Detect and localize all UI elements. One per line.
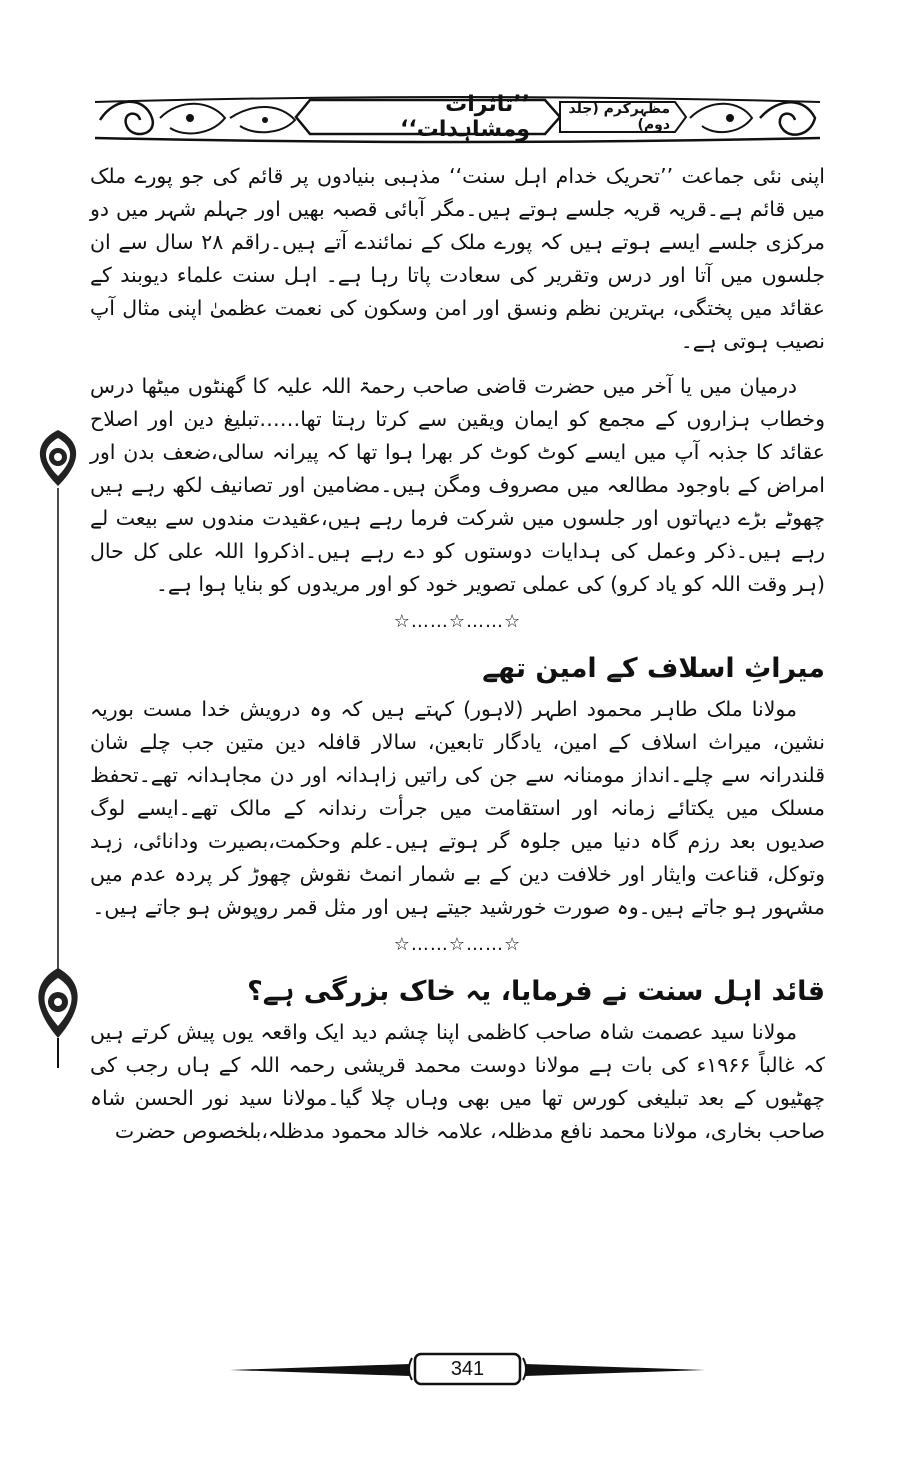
- margin-ornament: [28, 428, 88, 1083]
- bottom-ornament-medallion: [38, 968, 77, 1068]
- book-label: مظہرکرم (جلد دوم): [568, 101, 670, 133]
- top-ornament-medallion: [40, 430, 76, 486]
- section-heading-miras: میراثِ اسلاف کے امین تھے: [482, 653, 825, 684]
- intro-paragraph-2: درمیان میں یا آخر میں حضرت قاضی صاحب رحمۃ اللہ علیہ کا گھنٹوں میٹھا درس وخطاب ہزاروں کے مجمع کو ایمان ویقین سے کرتا رہتا تھا……تبلیغ دین اور اصلاح عقائد کا جذبہ آپ میں ایسے کوٹ کوٹ کر بھرا ہوا تھا کہ پیرانہ سالی،ضعف بدن اور امراض کے باوجود مطالعہ میں مصروف ومگن ہیں۔مضامین اور تصانیف لکھ رہے ہیں چھوٹے بڑے دیہاتوں اور جلسوں میں شرکت فرما رہے ہیں،عقیدت مندوں سے بیعت لے رہے ہیں۔ذکر وعمل کی ہدایات دوستوں کو دے رہے ہیں۔اذکروا اللہ علی کل حال (ہر وقت اللہ کو یاد کرو) کی عملی تصویر خود کو اور مریدوں کو بنایا ہوا ہے۔: [90, 374, 825, 596]
- page-body: [90, 160, 825, 1148]
- section-divider: ☆……☆……☆: [393, 611, 522, 632]
- miras-paragraph: مولانا ملک طاہر محمود اطہر (لاہور) کہتے ہیں کہ وہ درویش خدا مست بوریہ نشین، میراث اسلاف کے امین، یادگار تابعین، سالار قافلہ دین متین جب چلے شان قلندرانہ سے چلے۔انداز مومنانہ سے جن کی راتیں زاہدانہ اور دن مجاہدانہ تھے۔تحفظ مسلک میں یکتائے زمانہ اور استقامت میں جرأت رندانہ کے مالک تھے۔ایسے لوگ صدیوں بعد رزم گاہ دنیا میں جلوہ گر ہوتے ہیں۔علم وحکمت،بصیرت ودانائی، زہد وتوکل، قناعت وایثار اور خلافت دین کے بے شمار انمٹ نقوش چھوڑ کر پردہ عدم میں مشہور ہو جاتے ہیں۔وہ صورت خورشید جیتے ہیں اور مثل قمر روپوش ہو جاتے ہیں۔: [90, 697, 825, 919]
- page-header: [90, 88, 825, 150]
- intro-paragraph-1: اپنی نئی جماعت ’’تحریک خدام اہل سنت‘‘ مذہبی بنیادوں پر قائم کی جو پورے ملک میں قائم ہے۔قریہ قریہ جلسے ہوتے ہیں۔مگر آبائی قصبہ بھیں اور جہلم شہر میں دو مرکزی جلسے ایسے ہوتے ہیں کہ پورے ملک کے نمائندے آتے ہیں۔راقم ۲۸ سال سے ان جلسوں میں آتا اور درس وتقریر کی سعادت پاتا رہا ہے۔ اہل سنت علماء دیوبند کے عقائد میں پختگی، بہترین نظم ونسق اور امن وسکون کی نعمت عظمیٰ اپنی مثال آپ نصیب ہوتی ہے۔: [90, 164, 825, 353]
- section-divider: ☆……☆……☆: [393, 934, 522, 955]
- page-number: 341: [450, 1357, 485, 1380]
- margin-ornament-graphic: [28, 428, 88, 1083]
- page-footer: [230, 1350, 705, 1390]
- chapter-title: ’’تاثرات ومشاہدات‘‘: [400, 92, 530, 142]
- section-heading-qaid: قائد اہل سنت نے فرمایا، یہ خاک بزرگی ہے؟: [247, 976, 825, 1007]
- qaid-paragraph: مولانا سید عصمت شاہ صاحب کاظمی اپنا چشم دید ایک واقعہ یوں پیش کرتے ہیں کہ غالباً ۱۹۶۶ء کی بات ہے مولانا دوست محمد قریشی رحمہ اللہ کے ہاں رجب کی چھٹیوں کے بعد تبلیغی کورس تھا میں بھی وہاں چلا گیا۔مولانا سید نور الحسن شاہ صاحب بخاری، مولانا محمد نافع مدظلہ، علامہ خالد محمود مدظلہ،بلخصوص حضرت: [90, 1020, 825, 1143]
